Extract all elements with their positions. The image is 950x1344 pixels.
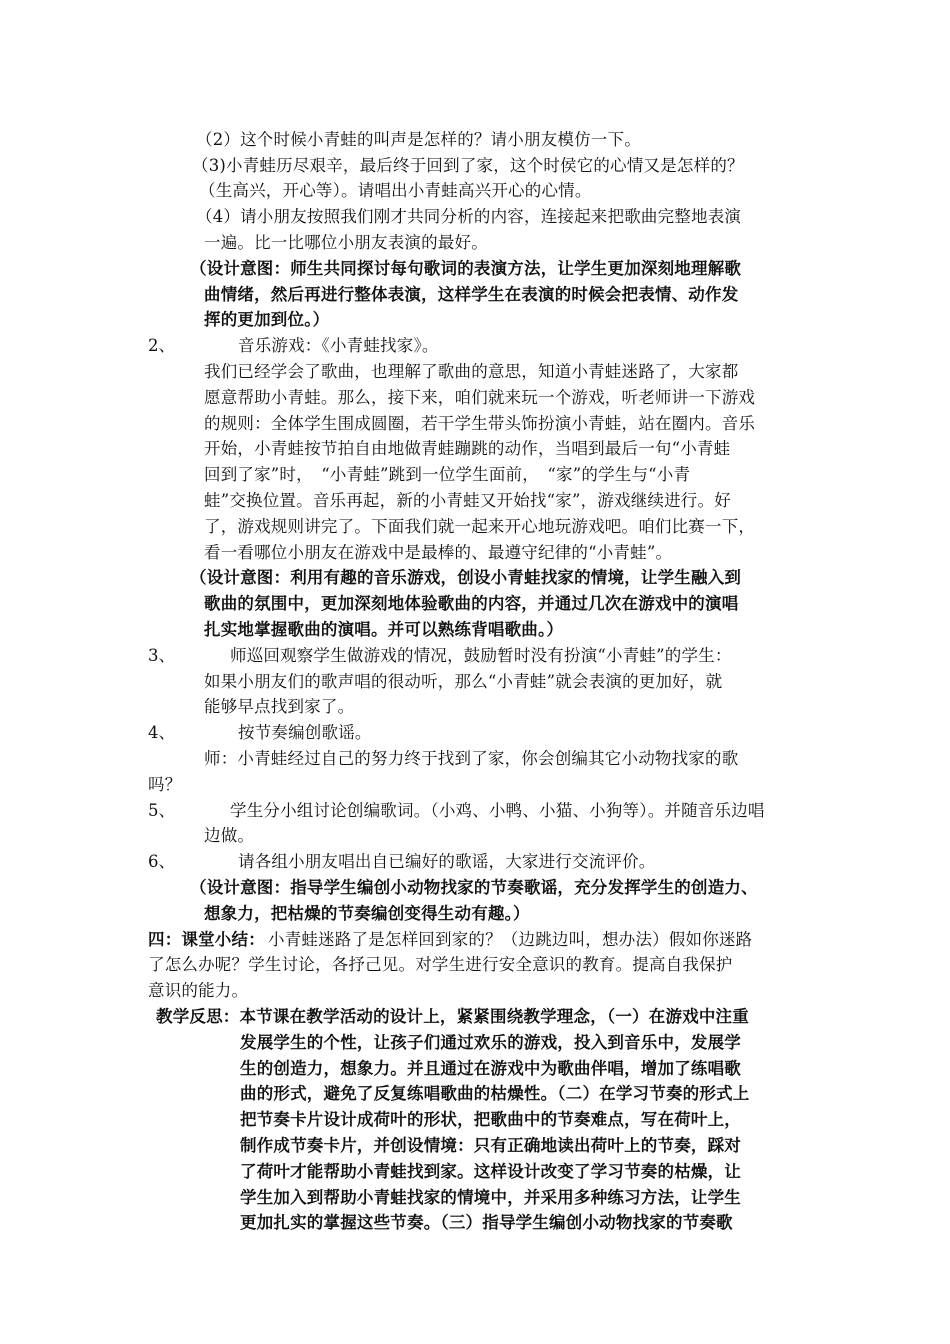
list-number: 2、 [148, 336, 175, 355]
text-line: （生高兴，开心等）。请唱出小青蛙高兴开心的心情。 [199, 181, 592, 200]
design-intent-note: 歌曲的氛围中，更加深刻地体验歌曲的内容，并通过几次在游戏中的演唱 [204, 594, 739, 613]
text-line: 按节奏编创歌谣。 [238, 723, 372, 742]
design-intent-note: （设计意图：指导学生编创小动物找家的节奏歌谣，充分发挥学生的创造力、 [190, 878, 758, 897]
text-line: 吗？ [148, 775, 182, 794]
text-line: 了，游戏规则讲完了。下面我们就一起来开心地玩游戏吧。咱们比赛一下， [204, 517, 756, 536]
text-line: 师巡回观察学生做游戏的情况，鼓励暂时没有扮演“小青蛙”的学生： [230, 646, 732, 665]
list-number: 4、 [148, 723, 175, 742]
design-intent-note: 曲情绪，然后再进行整体表演，这样学生在表演的时候会把表情、动作发 [204, 285, 739, 304]
text-line: 学生分小组讨论创编歌词。（小鸡、小鸭、小猫、小狗等）。并随音乐边唱 [230, 801, 765, 820]
text-line: 如果小朋友们的歌声唱的很动听，那么“小青蛙”就会表演的更加好，就 [204, 672, 723, 691]
text-line: 请各组小朋友唱出自已编好的歌谣，大家进行交流评价。 [238, 852, 656, 871]
list-number: 3、 [148, 646, 175, 665]
design-intent-note: （设计意图：利用有趣的音乐游戏，创设小青蛙找家的情境，让学生融入到 [190, 568, 742, 587]
text-line: 了怎么办呢？学生讨论，各抒己见。对学生进行安全意识的教育。提高自我保护 [148, 955, 733, 974]
text-line: 边做。 [204, 826, 255, 845]
reflection-line: 制作成节奏卡片，并创设情境：只有正确地读出荷叶上的节奏，踩对 [240, 1136, 741, 1155]
text-line: 我们已经学会了歌曲，也理解了歌曲的意思，知道小青蛙迷路了，大家都 [204, 362, 739, 381]
text-line: 音乐游戏：《小青蛙找家》。 [238, 336, 439, 355]
text-line: 的规则：全体学生围成圆圈，若干学生带头饰扮演小青蛙，站在圈内。音乐 [204, 414, 756, 433]
design-intent-note: （设计意图：师生共同探讨每句歌词的表演方法，让学生更加深刻地理解歌 [190, 259, 742, 278]
reflection-line: 更加扎实的掌握这些节奏。（三）指导学生编创小动物找家的节奏歌 [240, 1213, 733, 1232]
text-line: 意识的能力。 [148, 981, 249, 1000]
reflection-line: 教学反思：本节课在教学活动的设计上，紧紧围绕教学理念，（一）在游戏中注重 [156, 1007, 749, 1026]
text-line: （2）这个时候小青蛙的叫声是怎样的？请小朋友模仿一下。 [196, 130, 641, 149]
reflection-line: 了荷叶才能帮助小青蛙找到家。这样设计改变了学习节奏的枯燥，让 [240, 1162, 741, 1181]
design-intent-note: 想象力，把枯燥的节奏编创变得生动有趣。） [204, 904, 530, 923]
text-line: 愿意帮助小青蛙。那么，接下来，咱们就来玩一个游戏，听老师讲一下游戏 [204, 388, 756, 407]
text-line: 看一看哪位小朋友在游戏中是最棒的、最遵守纪律的“小青蛙”。 [204, 543, 673, 562]
text-line: 蛙”交换位置。音乐再起，新的小青蛙又开始找“家”，游戏继续进行。好 [204, 491, 731, 510]
text-line: 能够早点找到家了。 [204, 697, 355, 716]
section-heading-summary: 四：课堂小结： [148, 930, 265, 949]
reflection-line: 把节奏卡片设计成荷叶的形状，把歌曲中的节奏难点，写在荷叶上， [240, 1110, 741, 1129]
text-line: （4）请小朋友按照我们刚才共同分析的内容，连接起来把歌曲完整地表演 [196, 207, 742, 226]
text-line: 开始，小青蛙按节拍自由地做青蛙蹦跳的动作，当唱到最后一句“小青蛙 [204, 439, 731, 458]
text-line: （3)小青蛙历尽艰辛，最后终于回到了家，这个时侯它的心情又是怎样的？ [192, 156, 744, 175]
text-line: 一遍。比一比哪位小朋友表演的最好。 [204, 233, 488, 252]
design-intent-note: 挥的更加到位。） [204, 310, 330, 329]
text-line: 回到了家”时， “小青蛙”跳到一位学生面前， “家”的学生与“小青 [204, 465, 691, 484]
text-line: 师：小青蛙经过自己的努力终于找到了家，你会创编其它小动物找家的歌 [204, 749, 739, 768]
list-number: 6、 [148, 852, 175, 871]
text-line: 小青蛙迷路了是怎样回到家的？（边跳边叫，想办法）假如你迷路 [268, 930, 753, 949]
design-intent-note: 扎实地掌握歌曲的演唱。并可以熟练背唱歌曲。） [204, 620, 564, 639]
reflection-line: 学生加入到帮助小青蛙找家的情境中，并采用多种练习方法，让学生 [240, 1188, 741, 1207]
reflection-line: 发展学生的个性，让孩子们通过欢乐的游戏，投入到音乐中，发展学 [240, 1033, 741, 1052]
reflection-line: 生的创造力，想象力。并且通过在游戏中为歌曲伴唱，增加了练唱歌 [240, 1059, 741, 1078]
reflection-line: 曲的形式，避免了反复练唱歌曲的枯燥性。（二）在学习节奏的形式上 [240, 1084, 750, 1103]
list-number: 5、 [148, 801, 175, 820]
